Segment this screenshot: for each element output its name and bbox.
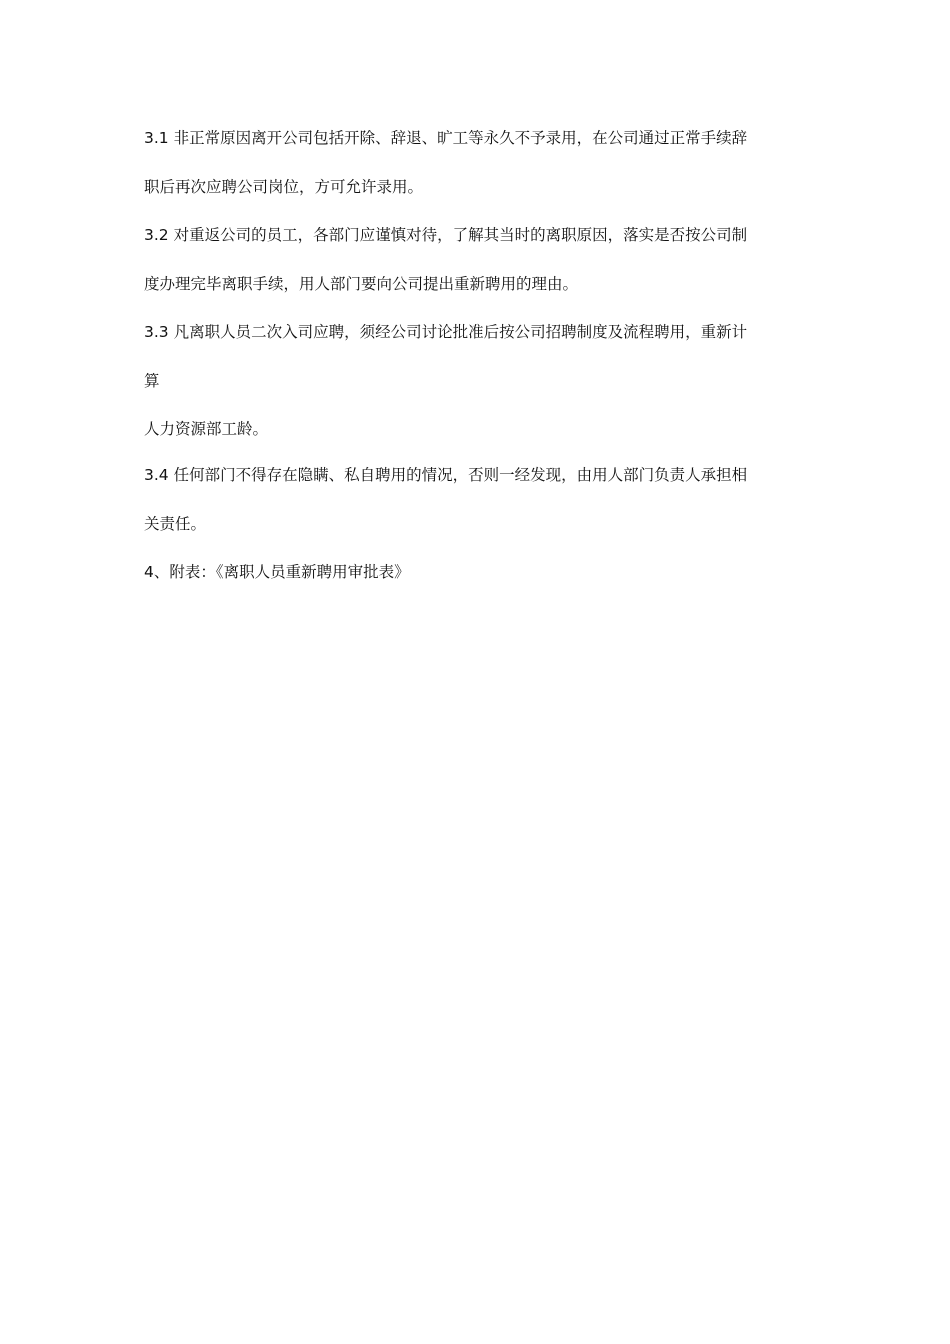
clause-3-4-line-2: 关责任。 [144,515,207,533]
clause-3-3-line-3: 人力资源部工龄。 [144,420,269,438]
clause-3-2-line-1: 3.2 对重返公司的员工，各部门应谨慎对待，了解其当时的离职原因，落实是否按公司制 [144,226,748,244]
clause-3-3-line-1: 3.3 凡离职人员二次入司应聘，须经公司讨论批准后按公司招聘制度及流程聘用，重新计 [144,323,748,341]
clause-3-2-line-2: 度办理完毕离职手续，用人部门要向公司提出重新聘用的理由。 [144,275,579,293]
clause-3-1-line-2: 职后再次应聘公司岗位，方可允许录用。 [144,178,424,196]
clause-3-3-line-2: 算 [144,372,160,390]
appendix-line: 4、附表：《离职人员重新聘用审批表》 [144,563,410,581]
clause-3-4-line-1: 3.4 任何部门不得存在隐瞒、私自聘用的情况，否则一经发现，由用人部门负责人承担相 [144,466,748,484]
clause-3-1-line-1: 3.1 非正常原因离开公司包括开除、辞退、旷工等永久不予录用，在公司通过正常手续辞 [144,129,748,147]
